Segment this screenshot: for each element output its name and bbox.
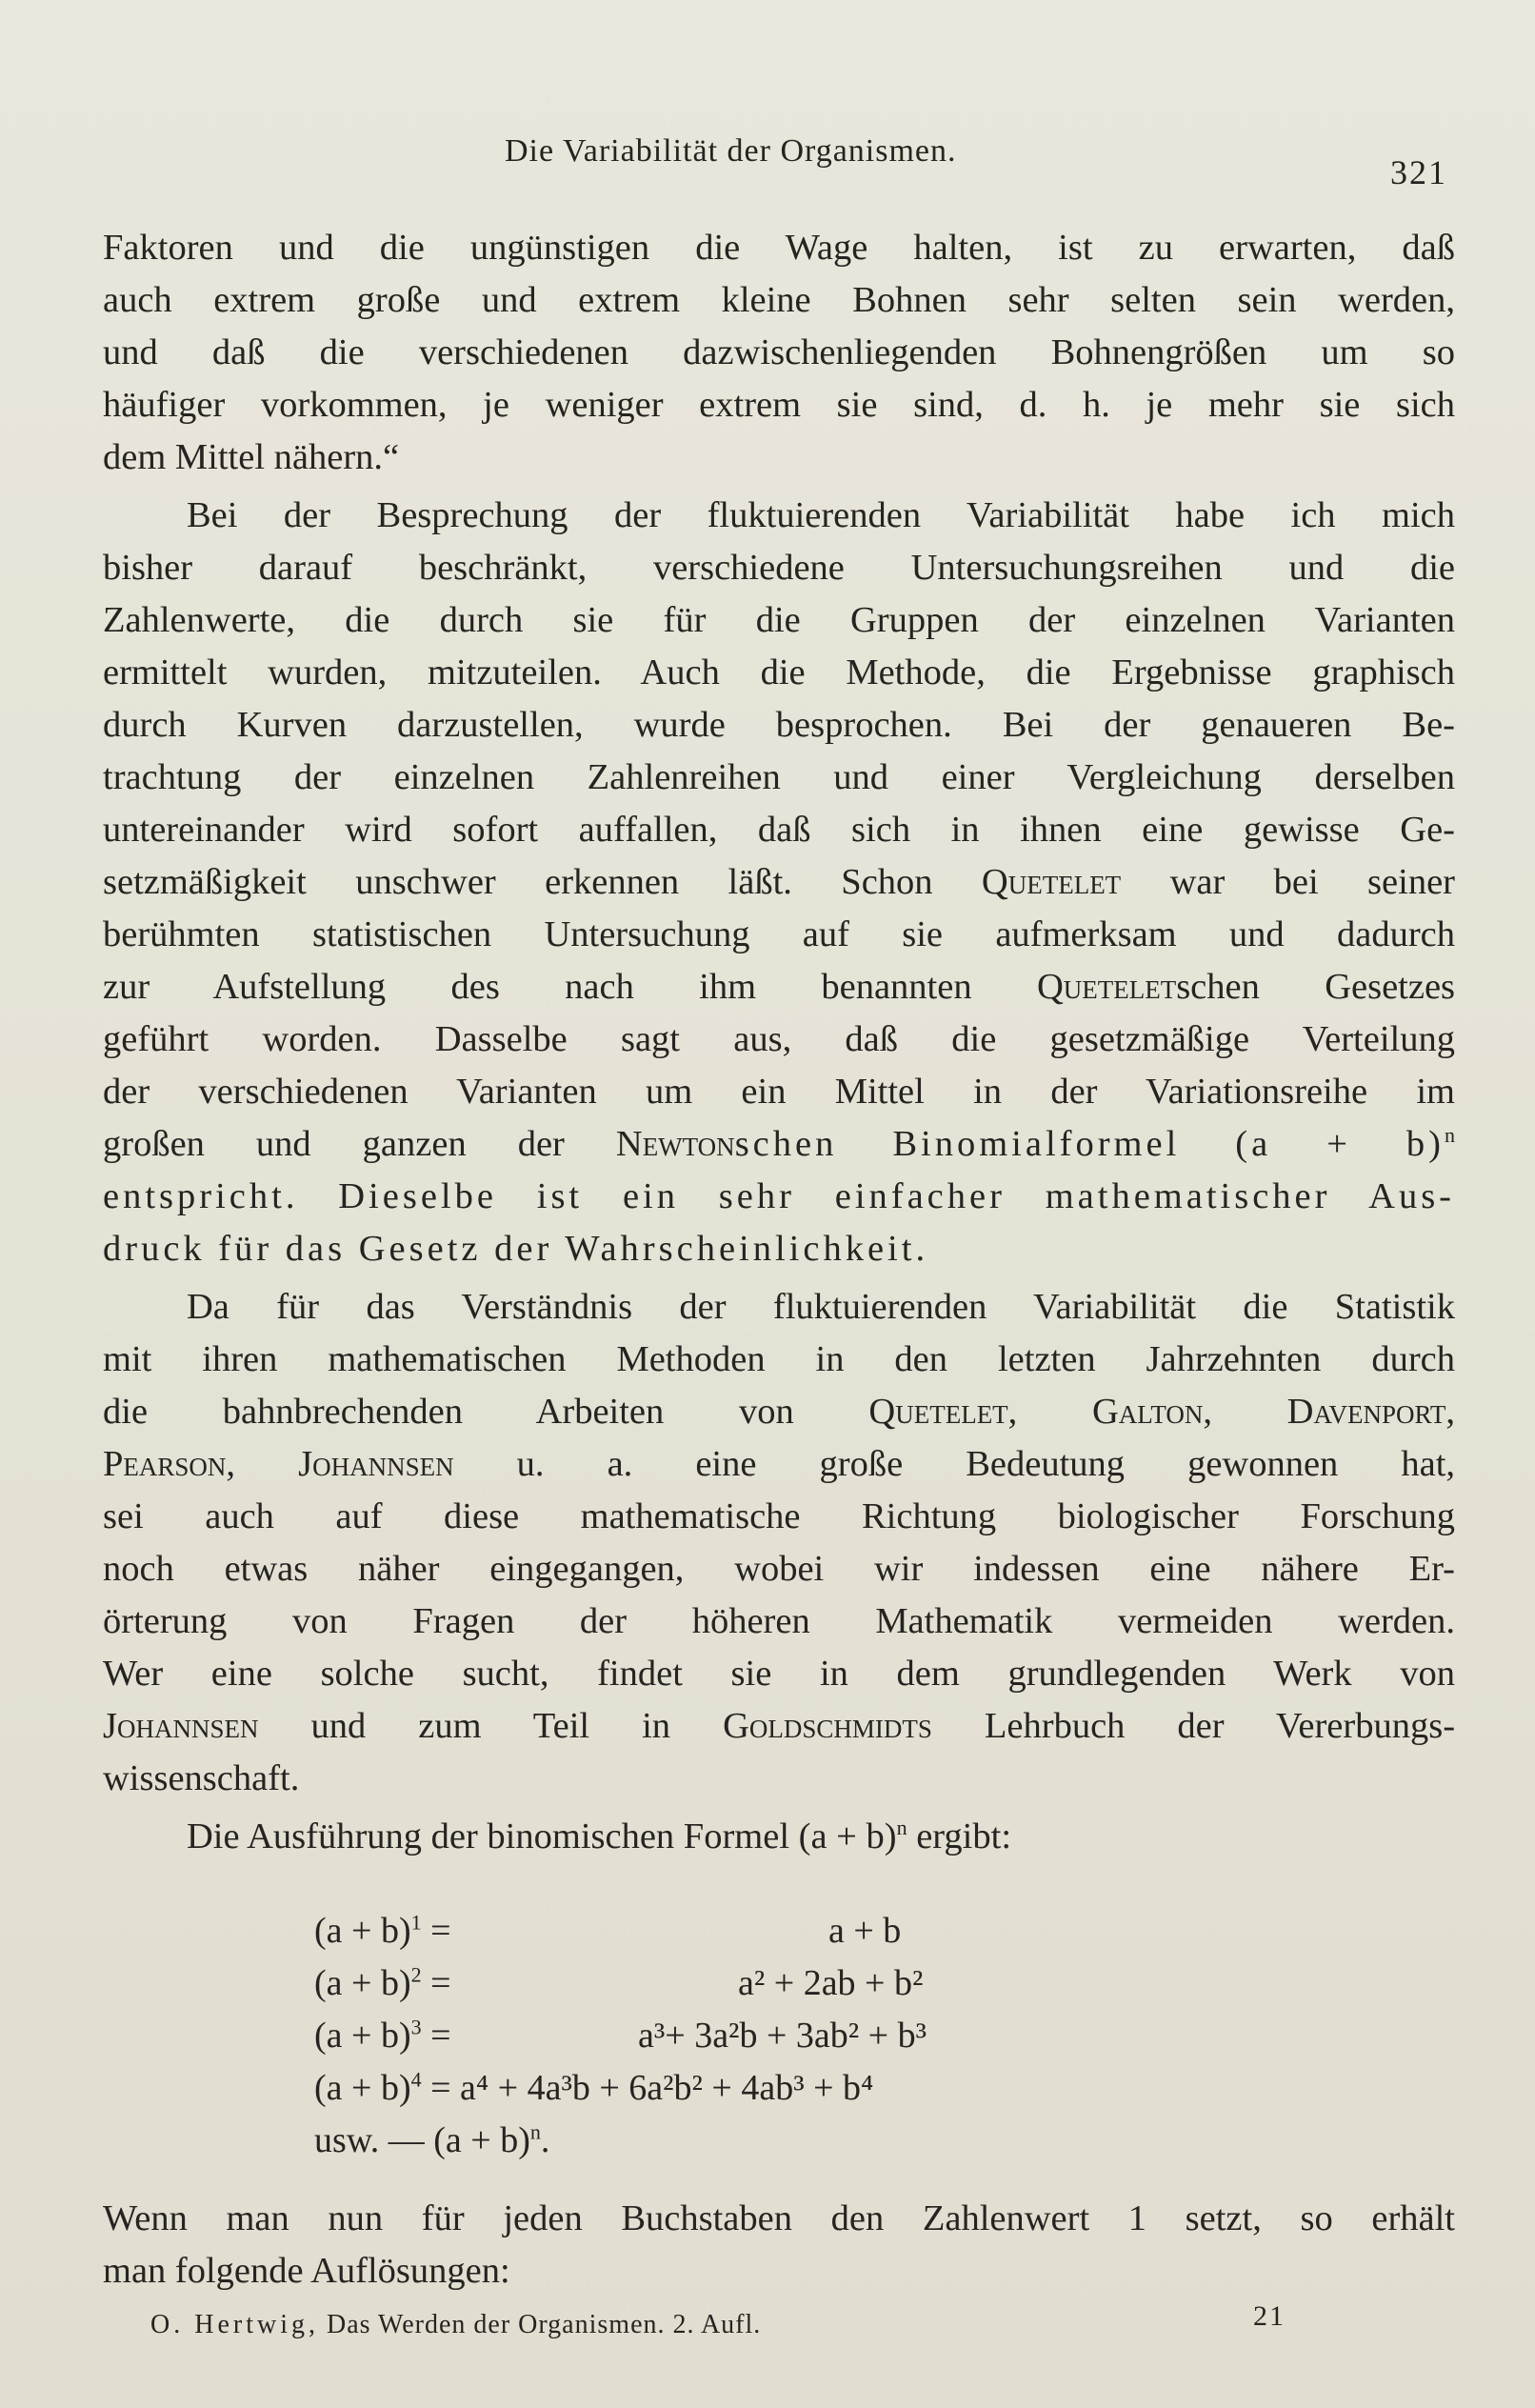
text-segment: zur Aufstellung des nach ihm benannten	[103, 967, 972, 1007]
author-name-quetelet: Quetelet	[981, 862, 1122, 902]
paragraph-2	[103, 490, 1455, 1275]
exponent: 2	[410, 1962, 422, 1987]
footer-imprint	[150, 2310, 761, 2340]
text-line: der verschiedenen Varianten um ein Mittel in der Variationsreihe im	[103, 1072, 1455, 1112]
formula-row	[314, 1957, 927, 2010]
text-segment: war bei seiner	[1169, 862, 1455, 902]
text-segment: die bahnbrechenden Arbeiten von	[103, 1392, 794, 1432]
formula-row	[314, 2062, 927, 2115]
author-name-goldschmidt: Goldschmidts	[723, 1706, 932, 1746]
text-line: Zahlenwerte, die durch sie für die Gruppen der einzelnen Varianten	[103, 600, 1455, 640]
text-segment: großen und ganzen der	[103, 1124, 565, 1164]
exponent: n	[1445, 1123, 1456, 1148]
printer-signature: 21	[1253, 2300, 1286, 2332]
text-line: mit ihren mathematischen Methoden in den letzten Jahrzehnten durch	[103, 1339, 1455, 1379]
formula-lhs: (a + b)	[314, 1911, 411, 1951]
formula-row	[314, 1905, 927, 1957]
text-line: durch Kurven darzustellen, wurde besprochen. Bei der genaueren Be-	[103, 705, 1455, 745]
text-segment: schen Binomialformel (a + b)	[734, 1124, 1445, 1164]
text-line	[103, 961, 1455, 1013]
formula-lhs: (a + b)	[314, 1963, 411, 2003]
text-line: dem Mittel nähern.“	[103, 437, 400, 477]
text-line: druck für das Gesetz der Wahrscheinlichkeit.	[103, 1229, 929, 1269]
text-line: Faktoren und die ungünstigen die Wage halten, ist zu erwarten, daß	[103, 228, 1455, 268]
text-line: Bei der Besprechung der fluktuierenden Variabilität habe ich mich	[187, 495, 1455, 535]
formula-row	[314, 2010, 927, 2062]
text-segment: schen Gesetzes	[1176, 967, 1456, 1007]
exponent: 3	[410, 2015, 422, 2039]
text-line: sei auch auf diese mathematische Richtung biologischer Forschung	[103, 1496, 1455, 1536]
text-line	[103, 1118, 1455, 1171]
author-name-johannsen: Johannsen	[103, 1706, 259, 1746]
paragraph-3	[103, 1281, 1455, 1805]
exponent: 4	[410, 2067, 422, 2092]
paragraph-4	[103, 1811, 1455, 1863]
formula-lhs: (a + b)	[314, 2016, 411, 2056]
author-name-newton: Newton	[615, 1124, 735, 1164]
text-line	[103, 856, 1455, 909]
text-line: berühmten statistischen Untersuchung auf sie aufmerksam und dadurch	[103, 914, 1455, 954]
closing-paragraph	[103, 2193, 1455, 2298]
author-names: Quetelet, Galton, Davenport,	[868, 1392, 1455, 1432]
text-line: auch extrem große und extrem kleine Bohnen sehr selten sein werden,	[103, 280, 1455, 320]
text-line: geführt worden. Dasselbe sagt aus, daß die gesetzmäßige Verteilung	[103, 1019, 1455, 1059]
text-line	[103, 1700, 1455, 1753]
paragraph-1	[103, 222, 1455, 484]
page-number: 321	[1390, 153, 1447, 191]
text-line: wissenschaft.	[103, 1758, 300, 1798]
binomial-formulas	[314, 1905, 927, 2167]
text-segment: Lehrbuch der Vererbungs-	[984, 1706, 1456, 1746]
formula-end: .	[540, 2120, 550, 2160]
page-body	[103, 222, 1455, 1863]
formula-lhs: (a + b)	[314, 2068, 411, 2108]
text-line: Da für das Verständnis der fluktuierenden Variabilität die Statistik	[187, 1287, 1455, 1327]
text-line: entspricht. Dieselbe ist ein sehr einfacher mathematischer Aus-	[103, 1176, 1455, 1216]
text-line: bisher darauf beschränkt, verschiedene Untersuchungsreihen und die	[103, 548, 1455, 588]
text-segment: Die Ausführung der binomischen Formel (a + b)	[187, 1816, 897, 1856]
footer-title: Das Werden der Organismen. 2. Aufl.	[326, 2310, 762, 2339]
exponent: n	[896, 1816, 907, 1840]
equals-sign: =	[421, 1963, 451, 2003]
formula-rhs: a⁴ + 4a³b + 6a²b² + 4ab³ + b⁴	[460, 2068, 874, 2108]
text-line: man folgende Auflösungen:	[103, 2251, 510, 2291]
author-name-quetelet: Quetelet	[1036, 967, 1177, 1007]
text-line: häufiger vorkommen, je weniger extrem sie sind, d. h. je mehr sie sich	[103, 385, 1455, 425]
text-segment: ergibt:	[907, 1816, 1012, 1856]
exponent: 1	[410, 1910, 422, 1935]
equals-sign: =	[421, 1911, 451, 1951]
text-line	[103, 1386, 1455, 1438]
text-segment: setzmäßigkeit unschwer erkennen läßt. Schon	[103, 862, 933, 902]
text-line: und daß die verschiedenen dazwischenliegenden Bohnengrößen um so	[103, 332, 1455, 372]
formula-rhs: a³+ 3a²b + 3ab² + b³	[638, 2016, 927, 2056]
author-names: Pearson, Johannsen	[103, 1444, 454, 1484]
equals-sign: =	[421, 2016, 451, 2056]
formula-row	[314, 2115, 927, 2167]
equals-sign: =	[421, 2068, 451, 2108]
text-line	[103, 1438, 1455, 1491]
text-segment: und zum Teil in	[310, 1706, 671, 1746]
text-line: ermittelt wurden, mitzuteilen. Auch die Methode, die Ergebnisse graphisch	[103, 652, 1455, 692]
text-line: noch etwas näher eingegangen, wobei wir indessen eine nähere Er-	[103, 1549, 1455, 1589]
text-line: untereinander wird sofort auffallen, daß sich in ihnen eine gewisse Ge-	[103, 810, 1455, 850]
text-line: örterung von Fragen der höheren Mathematik vermeiden werden.	[103, 1601, 1455, 1641]
text-line: Wenn man nun für jeden Buchstaben den Zahlenwert 1 setzt, so erhält	[103, 2198, 1455, 2238]
exponent: n	[529, 2119, 541, 2144]
text-segment: u. a. eine große Bedeutung gewonnen hat,	[516, 1444, 1456, 1484]
formula-rhs: a + b	[828, 1911, 902, 1951]
formula-rhs: a² + 2ab + b²	[738, 1963, 924, 2003]
formula-lhs: usw. — (a + b)	[314, 2120, 530, 2160]
running-title: Die Variabilität der Organismen.	[505, 133, 957, 169]
text-line: Wer eine solche sucht, findet sie in dem grundlegenden Werk von	[103, 1654, 1455, 1694]
text-line: trachtung der einzelnen Zahlenreihen und einer Vergleichung derselben	[103, 757, 1455, 797]
footer-author: O. Hertwig,	[150, 2310, 319, 2339]
